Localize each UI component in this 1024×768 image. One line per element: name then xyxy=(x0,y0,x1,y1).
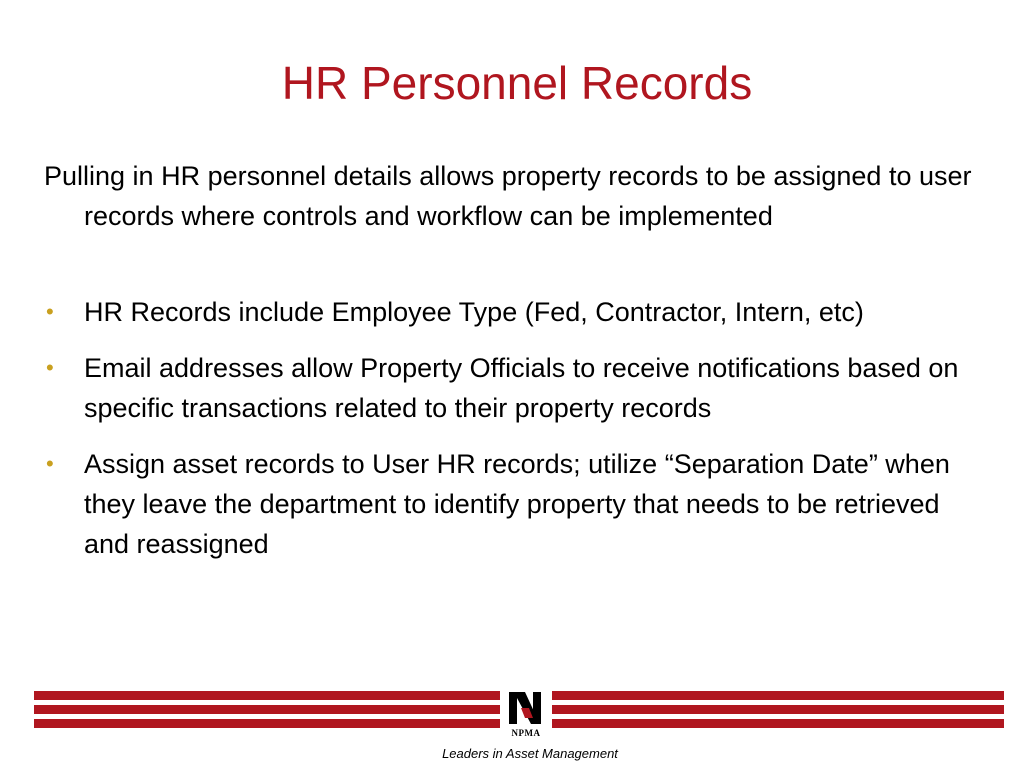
bullet-icon: • xyxy=(46,451,54,476)
bullet-text: Assign asset records to User HR records; utilize “Separation Date” when they leave the department to identify property that needs to be retrieved and reassigned xyxy=(84,449,950,559)
stripe xyxy=(552,719,1004,728)
stripe xyxy=(34,719,500,728)
footer-stripes-left xyxy=(34,691,500,735)
footer-stripes-right xyxy=(552,691,1004,735)
bullet-list xyxy=(44,292,984,580)
bullet-icon: • xyxy=(46,299,54,324)
npma-logo-icon xyxy=(503,688,549,740)
stripe xyxy=(552,705,1004,714)
stripe xyxy=(34,705,500,714)
intro-paragraph: Pulling in HR personnel details allows property records to be assigned to user records where controls and workflow can be implemented xyxy=(44,161,972,231)
footer-tagline: Leaders in Asset Management xyxy=(442,746,618,761)
logo-text: NPMA xyxy=(511,728,541,738)
stripe xyxy=(552,691,1004,700)
bullet-item xyxy=(44,348,984,428)
bullet-item xyxy=(44,292,984,332)
bullet-icon: • xyxy=(46,355,54,380)
bullet-item xyxy=(44,444,984,564)
npma-logo-mark-icon xyxy=(503,688,549,728)
bullet-text: Email addresses allow Property Officials to receive notifications based on specific transactions related to their property records xyxy=(84,353,959,423)
slide-title: HR Personnel Records xyxy=(281,57,753,109)
stripe xyxy=(34,691,500,700)
bullet-text: HR Records include Employee Type (Fed, Contractor, Intern, etc) xyxy=(84,297,864,327)
